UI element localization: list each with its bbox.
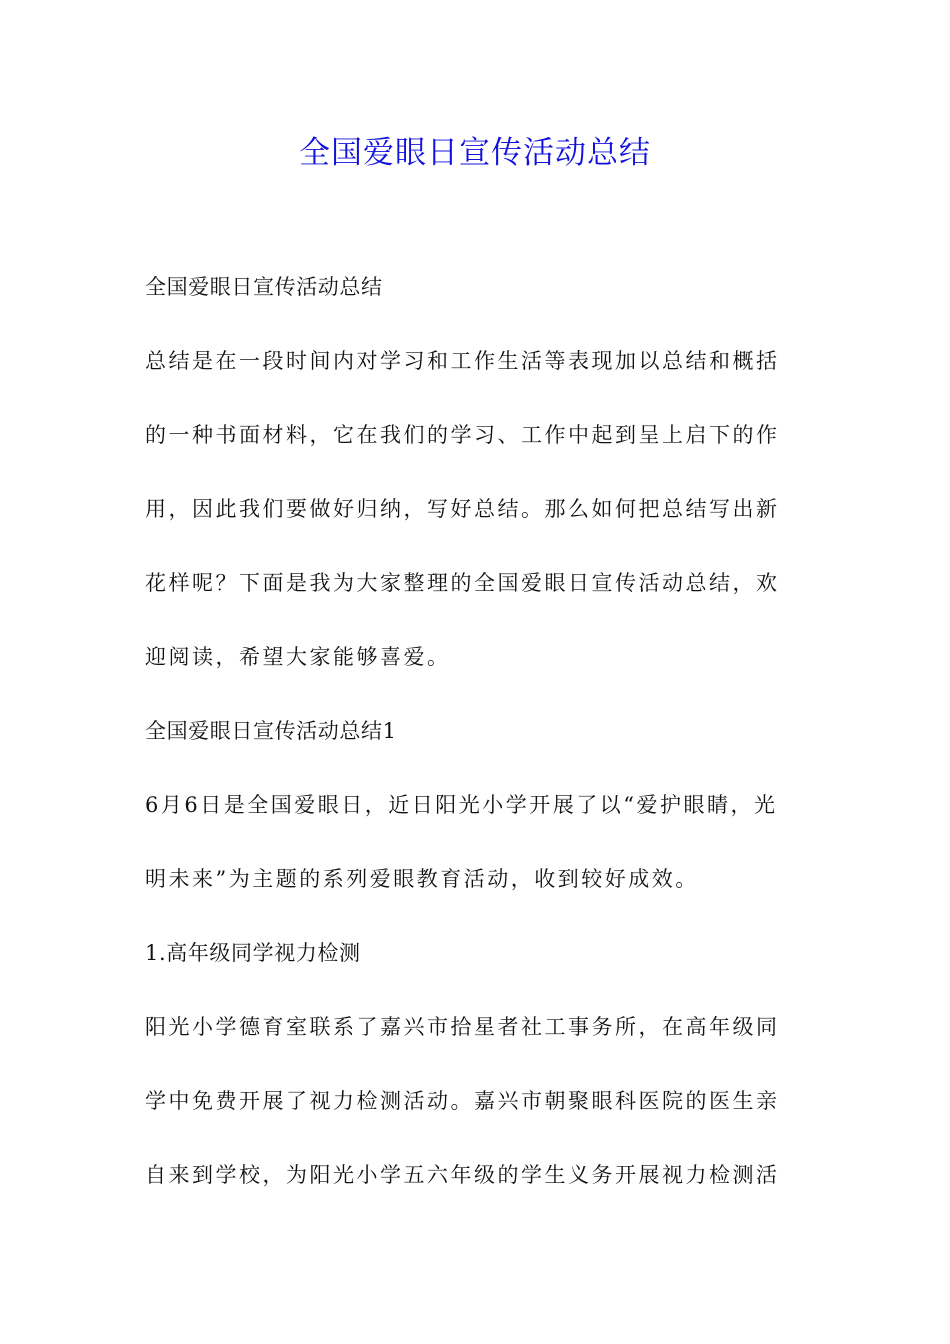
paragraph-line: 迎阅读，希望大家能够喜爱。 — [145, 645, 451, 669]
paragraph-line: 学中免费开展了视力检测活动。嘉兴市朝聚眼科医院的医生亲 — [145, 1089, 780, 1113]
paragraph-line: 6月6日是全国爱眼日，近日阳光小学开展了以“爱护眼睛，光 — [145, 793, 778, 817]
paragraph-line: 总结是在一段时间内对学习和工作生活等表现加以总结和概括 — [145, 349, 780, 373]
subtitle-line: 全国爱眼日宣传活动总结 — [145, 275, 383, 299]
document-title: 全国爱眼日宣传活动总结 — [299, 135, 651, 171]
section-heading: 全国爱眼日宣传活动总结1 — [145, 719, 397, 743]
paragraph-line: 明未来”为主题的系列爱眼教育活动，收到较好成效。 — [145, 867, 699, 891]
paragraph-line: 的一种书面材料，它在我们的学习、工作中起到呈上启下的作 — [145, 423, 780, 447]
subsection-heading: 1.高年级同学视力检测 — [145, 941, 361, 965]
paragraph-line: 花样呢？下面是我为大家整理的全国爱眼日宣传活动总结，欢 — [145, 571, 780, 595]
paragraph-line: 自来到学校，为阳光小学五六年级的学生义务开展视力检测活 — [145, 1163, 780, 1187]
paragraph-line: 阳光小学德育室联系了嘉兴市拾星者社工事务所，在高年级同 — [145, 1015, 780, 1039]
paragraph-line: 用，因此我们要做好归纳，写好总结。那么如何把总结写出新 — [145, 497, 780, 521]
